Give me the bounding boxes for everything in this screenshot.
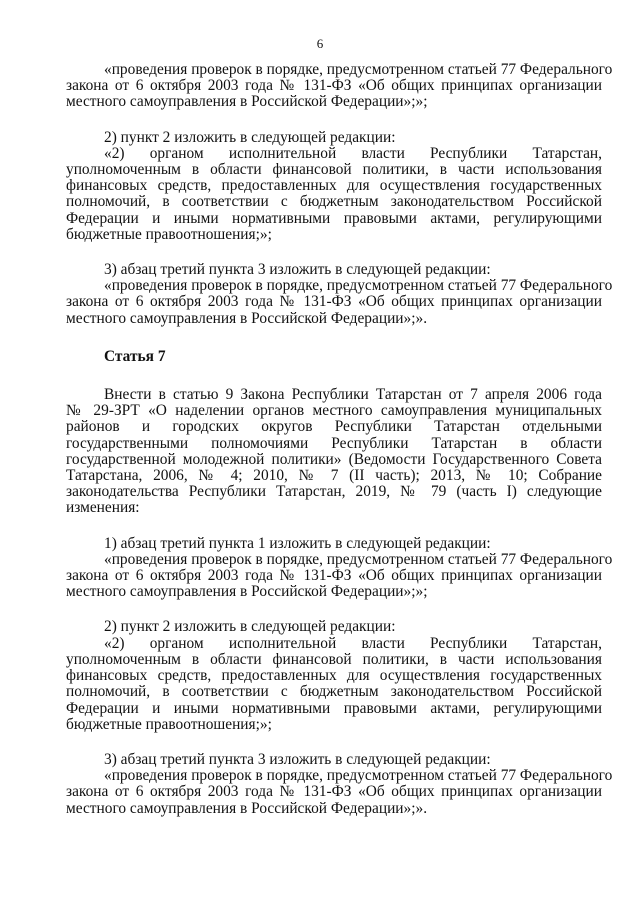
paragraph-block: [66, 261, 613, 327]
paragraph-gap: [66, 517, 602, 536]
text-line: Федерации и иными нормативными правовыми актами, регулирующими: [66, 209, 602, 227]
text-line: № 29-ЗРТ «О наделении органов местного самоуправления муниципальных: [66, 402, 602, 420]
text-line: уполномоченным в области финансовой политики, в части использования: [66, 650, 602, 668]
text-line: бюджетные правоотношения;»;: [66, 715, 272, 733]
paragraph-gap: [66, 243, 602, 262]
text-line: закона от 6 октября 2003 года № 131-ФЗ «Об общих принципах организации: [66, 783, 602, 801]
paragraph-block: [66, 130, 602, 243]
text-line: законодательства Республики Татарстан, 2019, № 79 (часть I) следующие: [66, 483, 602, 501]
article-heading: Статья 7: [104, 347, 166, 365]
paragraph-block: [66, 387, 602, 517]
text-line: закона от 6 октября 2003 года № 131-ФЗ «Об общих принципах организации: [66, 77, 602, 95]
text-line: местного самоуправления в Российской Федерации»;».: [66, 309, 428, 327]
text-line: 1) абзац третий пункта 1 изложить в следующей редакции:: [104, 534, 491, 552]
text-line: закона от 6 октября 2003 года № 131-ФЗ «Об общих принципах организации: [66, 293, 602, 311]
text-line: «2) органом исполнительной власти Республики Татарстан,: [104, 634, 602, 652]
text-line: «проведения проверок в порядке, предусмотренном статьей 77 Федерального: [104, 61, 613, 78]
text-line: государственными полномочиями Республики Татарстан в области: [66, 434, 602, 452]
paragraph-gap: [66, 327, 602, 349]
text-line: бюджетные правоотношения;»;: [66, 225, 272, 243]
text-line: Татарстана, 2006, № 4; 2010, № 7 (II часть); 2013, № 10; Собрание: [66, 467, 602, 485]
text-line: местного самоуправления в Российской Федерации»;»;: [66, 583, 428, 601]
paragraph-block: [66, 619, 602, 732]
text-line: 3) абзац третий пункта 3 изложить в следующей редакции:: [104, 750, 491, 768]
paragraph-gap: [66, 600, 602, 619]
text-line: местного самоуправления в Российской Федерации»;».: [66, 799, 428, 817]
text-line: «проведения проверок в порядке, предусмотренном статьей 77 Федерального: [104, 277, 613, 295]
text-line: Федерации и иными нормативными правовыми актами, регулирующими: [66, 699, 602, 717]
text-line: Внести в статью 9 Закона Республики Татарстан от 7 апреля 2006 года: [104, 386, 602, 404]
text-line: местного самоуправления в Российской Федерации»;»;: [66, 93, 428, 111]
text-line: полномочий, в соответствии с бюджетным законодательством Российской: [66, 193, 602, 211]
text-line: «2) органом исполнительной власти Республики Татарстан,: [104, 144, 602, 162]
text-line: 2) пункт 2 изложить в следующей редакции:: [104, 128, 396, 146]
paragraph-gap: [66, 111, 602, 130]
paragraph-gap: [66, 733, 602, 752]
paragraph-block: [66, 61, 613, 111]
text-line: полномочий, в соответствии с бюджетным законодательством Российской: [66, 683, 602, 701]
paragraph-block: [66, 534, 613, 601]
text-line: 3) абзац третий пункта 3 изложить в следующей редакции:: [104, 261, 491, 279]
text-line: 2) пункт 2 изложить в следующей редакции:: [104, 618, 396, 636]
text-line: изменения:: [66, 499, 140, 517]
text-line: закона от 6 октября 2003 года № 131-ФЗ «Об общих принципах организации: [66, 567, 602, 585]
paragraph-block: [66, 750, 613, 817]
text-line: «проведения проверок в порядке, предусмотренном статьей 77 Федерального: [104, 550, 613, 568]
text-line: «проведения проверок в порядке, предусмотренном статьей 77 Федерального: [104, 767, 613, 785]
text-line: государственной молодежной политики» (Ведомости Государственного Совета: [66, 450, 602, 468]
document-body: [66, 61, 613, 817]
text-line: финансовых средств, предоставленных для осуществления государственных: [66, 177, 602, 195]
text-line: финансовых средств, предоставленных для осуществления государственных: [66, 667, 602, 685]
page-number: 6: [316, 36, 324, 51]
text-line: уполномоченным в области финансовой политики, в части использования: [66, 161, 602, 179]
paragraph-gap: [66, 365, 602, 387]
text-line: районов и городских округов Республики Татарстан отдельными: [66, 418, 602, 436]
